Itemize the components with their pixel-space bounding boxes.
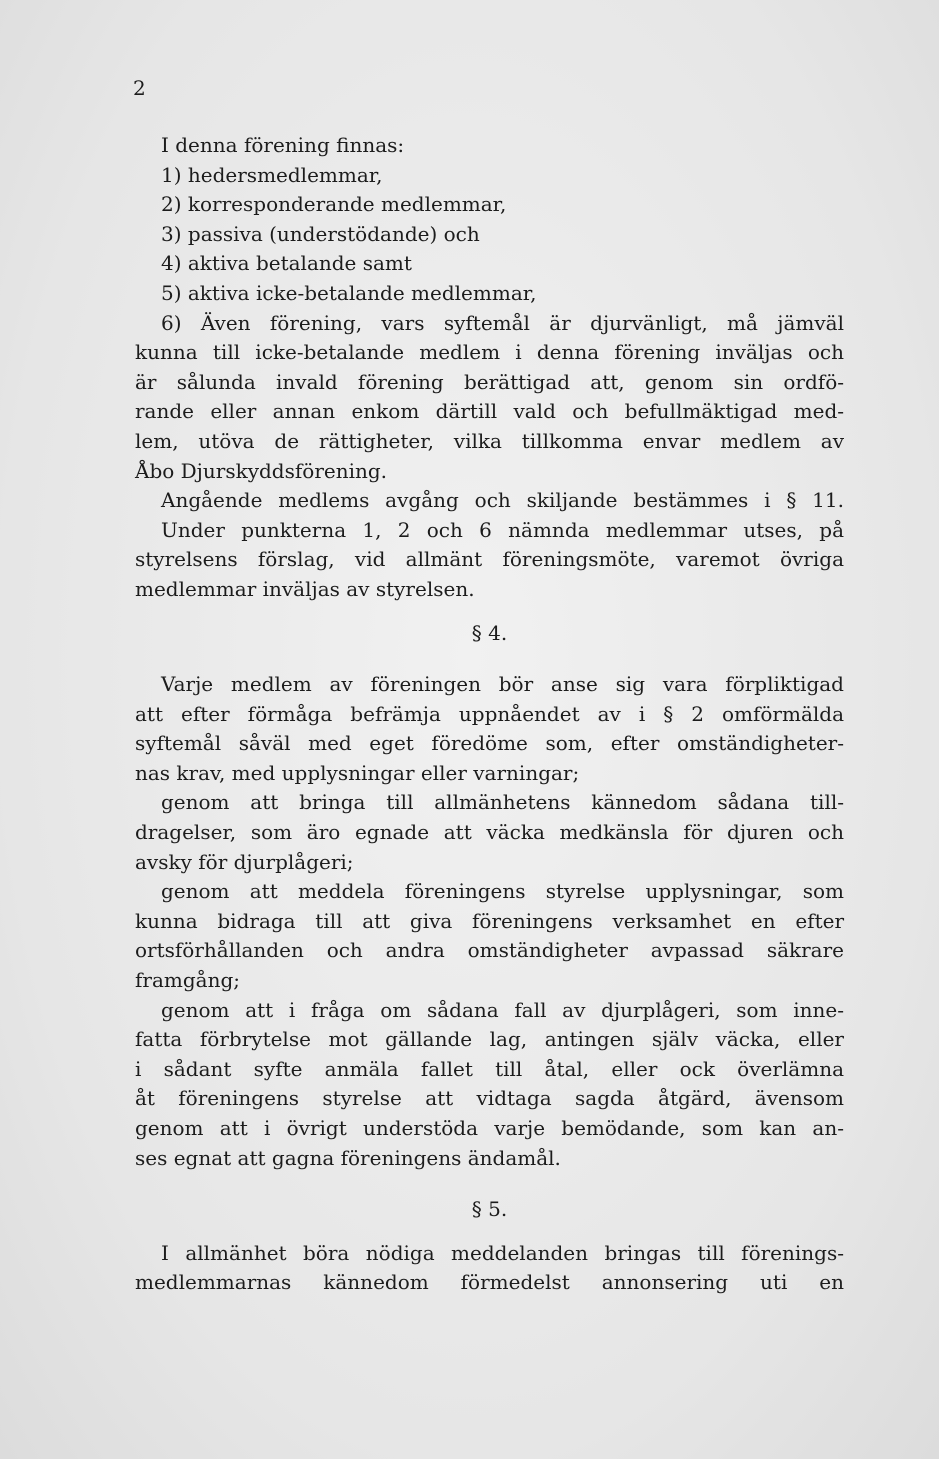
text-line: medlemmar inväljas av styrelsen.: [135, 576, 475, 601]
text-line: Under punkterna 1, 2 och 6 nämnda medlemmar utses, på: [161, 517, 844, 542]
page-body: [135, 131, 844, 1298]
text-line: medlemmarnas kännedom förmedelst annonsering uti en: [135, 1270, 844, 1295]
list-item: 1) hedersmedlemmar,: [161, 162, 383, 187]
text-line: Angående medlems avgång och skiljande bestämmes i § 11.: [161, 488, 844, 513]
text-line: framgång;: [135, 968, 240, 993]
section-3-paragraph: [135, 131, 844, 605]
text-line: genom att i övrigt understöda varje bemödande, som kan an-: [135, 1116, 844, 1140]
text-line: ortsförhållanden och andra omständigheter avpassad säkrare: [135, 938, 844, 963]
text-line: syftemål såväl med eget föredöme som, efter omständigheter-: [135, 731, 844, 756]
text-line: styrelsens förslag, vid allmänt föreningsmöte, varemot övriga: [135, 547, 844, 572]
list-item: 4) aktiva betalande samt: [161, 251, 412, 276]
text-line: ses egnat att gagna föreningens ändamål.: [135, 1145, 561, 1170]
section-heading: § 4.: [471, 620, 508, 645]
page-number: 2: [133, 76, 146, 100]
text-line: Varje medlem av föreningen bör anse sig vara förpliktigad: [161, 672, 844, 697]
section-4-paragraph: [135, 670, 844, 1173]
text-line: kunna till icke-betalande medlem i denna förening inväljas och: [135, 340, 844, 365]
section-heading: § 5.: [471, 1197, 508, 1222]
text-line: fatta förbrytelse mot gällande lag, antingen själv väcka, eller: [135, 1027, 844, 1052]
text-line: åt föreningens styrelse att vidtaga sagda åtgärd, ävensom: [135, 1086, 844, 1111]
list-item: 2) korresponderande medlemmar,: [161, 192, 507, 217]
text-line: i sådant syfte anmäla fallet till åtal, eller ock överlämna: [135, 1056, 844, 1081]
text-line: genom att bringa till allmänhetens kännedom sådana till-: [161, 790, 844, 815]
text-line: avsky för djurplågeri;: [135, 849, 354, 874]
list-item: 3) passiva (understödande) och: [161, 221, 480, 246]
text-line: lem, utöva de rättigheter, vilka tillkomma envar medlem av: [135, 428, 844, 453]
section-5-paragraph: [135, 1239, 844, 1298]
list-item: 6) Även förening, vars syftemål är djurvänligt, må jämväl: [161, 310, 844, 335]
text-line: nas krav, med upplysningar eller varningar;: [135, 760, 580, 785]
list-item: 5) aktiva icke-betalande medlemmar,: [161, 280, 537, 305]
text-line: genom att i fråga om sådana fall av djurplågeri, som inne-: [161, 997, 844, 1022]
text-line: Åbo Djurskyddsförening.: [135, 458, 388, 483]
text-line: kunna bidraga till att giva föreningens verksamhet en efter: [135, 908, 844, 933]
text-line: genom att meddela föreningens styrelse upplysningar, som: [161, 879, 844, 904]
text-line: rande eller annan enkom därtill vald och befullmäktigad med-: [135, 399, 844, 424]
text-line: dragelser, som äro egnade att väcka medkänsla för djuren och: [135, 820, 844, 845]
text-line: att efter förmåga befrämja uppnåendet av i § 2 omförmälda: [135, 701, 844, 726]
text-line: I allmänhet böra nödiga meddelanden bringas till förenings-: [161, 1240, 844, 1265]
text-line: I denna förening finnas:: [161, 133, 405, 157]
text-line: är sålunda invald förening berättigad att, genom sin ordfö-: [135, 369, 844, 394]
